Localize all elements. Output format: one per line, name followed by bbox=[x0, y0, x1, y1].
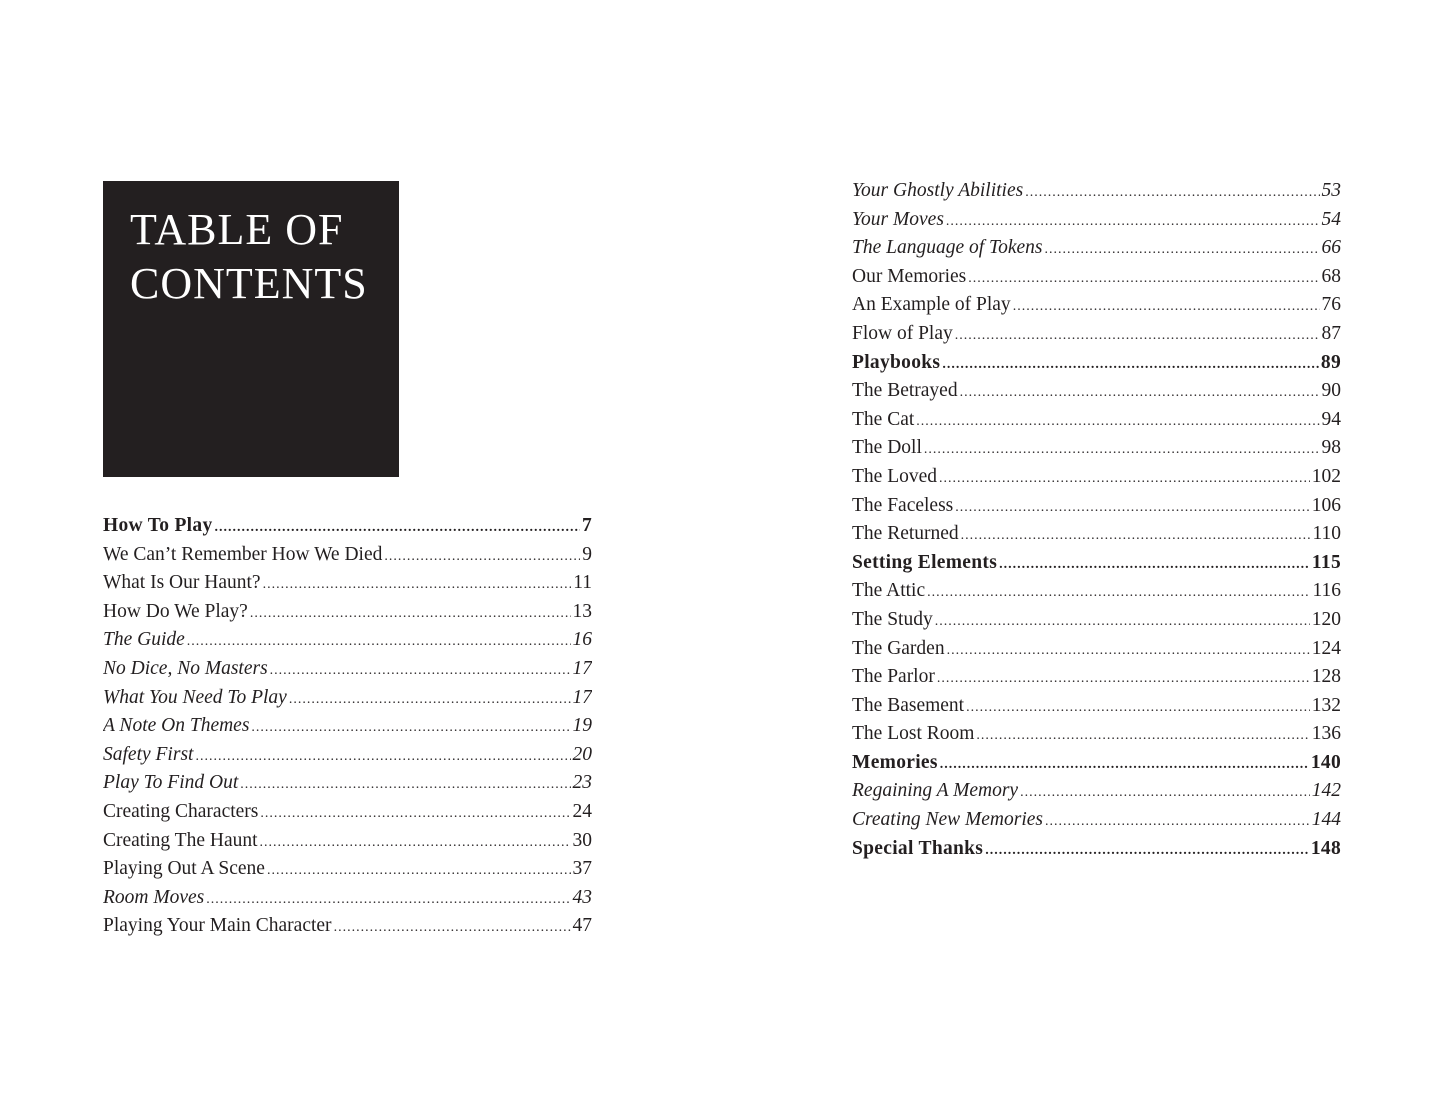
toc-entry-page-number: 53 bbox=[1321, 180, 1341, 201]
toc-entry-how-do-we-play[interactable] bbox=[103, 598, 592, 627]
toc-entry-page-number: 110 bbox=[1312, 523, 1341, 545]
toc-entry-page-number: 140 bbox=[1310, 751, 1341, 773]
toc-entry-label: The Garden bbox=[852, 637, 945, 659]
toc-entry-creating-new-memories[interactable] bbox=[852, 806, 1341, 835]
toc-entry-page-number: 20 bbox=[572, 743, 592, 765]
toc-dot-leader bbox=[924, 436, 1320, 463]
toc-entry-label: The Faceless bbox=[852, 494, 954, 516]
toc-entry-label: Our Memories bbox=[852, 265, 967, 287]
toc-entry-the-cat[interactable] bbox=[852, 406, 1341, 435]
toc-entry-label: The Language of Tokens bbox=[852, 237, 1043, 259]
toc-entry-flow-of-play[interactable] bbox=[852, 320, 1341, 349]
toc-entry-page-number: 89 bbox=[1320, 351, 1341, 373]
toc-dot-leader bbox=[955, 494, 1309, 521]
toc-dot-leader bbox=[260, 800, 570, 827]
toc-entry-label: The Returned bbox=[852, 523, 959, 545]
toc-entry-page-number: 7 bbox=[581, 515, 592, 536]
toc-entry-page-number: 30 bbox=[572, 829, 592, 851]
toc-entry-label: The Study bbox=[852, 608, 933, 630]
toc-dot-leader bbox=[999, 551, 1310, 578]
toc-entry-label: The Loved bbox=[852, 465, 938, 487]
toc-entry-label: Creating New Memories bbox=[852, 809, 1044, 831]
page-title-line-1: TABLE OF bbox=[130, 205, 344, 254]
toc-dot-leader bbox=[334, 914, 571, 941]
toc-dot-leader bbox=[384, 543, 580, 570]
toc-entry-label: Creating The Haunt bbox=[103, 829, 258, 851]
toc-entry-the-betrayed[interactable] bbox=[852, 377, 1341, 406]
toc-entry-no-dice-no-masters[interactable] bbox=[103, 655, 592, 684]
toc-entry-page-number: 148 bbox=[1310, 837, 1341, 859]
toc-dot-leader bbox=[968, 265, 1319, 292]
toc-dot-leader bbox=[1013, 293, 1320, 320]
toc-entry-page-number: 13 bbox=[572, 600, 592, 622]
toc-entry-page-number: 68 bbox=[1321, 265, 1341, 287]
toc-entry-page-number: 54 bbox=[1321, 208, 1341, 230]
toc-entry-label: Safety First bbox=[103, 743, 194, 765]
toc-entry-label: What You Need To Play bbox=[103, 686, 287, 708]
toc-entry-label: What Is Our Haunt? bbox=[103, 572, 261, 594]
toc-entry-label: The Guide bbox=[103, 629, 185, 651]
toc-entry-page-number: 11 bbox=[573, 572, 592, 594]
toc-entry-what-you-need-to-play[interactable] bbox=[103, 684, 592, 713]
toc-entry-label: Your Moves bbox=[852, 208, 944, 230]
toc-entry-page-number: 142 bbox=[1311, 780, 1341, 802]
toc-dot-leader bbox=[187, 628, 571, 655]
toc-right-column bbox=[852, 177, 1341, 863]
toc-dot-leader bbox=[267, 857, 571, 884]
page-title bbox=[130, 203, 368, 311]
toc-entry-label: How To Play bbox=[103, 515, 213, 536]
toc-entry-page-number: 9 bbox=[582, 543, 592, 565]
toc-entry-safety-first[interactable] bbox=[103, 741, 592, 770]
toc-entry-page-number: 102 bbox=[1311, 465, 1341, 487]
toc-dot-leader bbox=[195, 743, 570, 770]
toc-entry-label: Setting Elements bbox=[852, 551, 998, 573]
toc-entry-page-number: 124 bbox=[1311, 637, 1341, 659]
toc-entry-page-number: 43 bbox=[572, 886, 592, 908]
toc-entry-label: Flow of Play bbox=[852, 322, 953, 344]
toc-entry-the-faceless[interactable] bbox=[852, 492, 1341, 521]
toc-entry-label: Play To Find Out bbox=[103, 772, 239, 794]
toc-entry-page-number: 66 bbox=[1321, 237, 1341, 259]
toc-entry-page-number: 132 bbox=[1311, 694, 1341, 716]
toc-entry-the-basement[interactable] bbox=[852, 692, 1341, 721]
toc-entry-page-number: 94 bbox=[1321, 408, 1341, 430]
toc-dot-leader bbox=[961, 522, 1311, 549]
toc-entry-the-garden[interactable] bbox=[852, 635, 1341, 664]
toc-dot-leader bbox=[1045, 236, 1320, 263]
toc-entry-label: Playing Out A Scene bbox=[103, 858, 265, 880]
toc-entry-page-number: 115 bbox=[1311, 551, 1341, 573]
toc-entry-page-number: 144 bbox=[1311, 809, 1341, 831]
toc-entry-regaining-a-memory[interactable] bbox=[852, 777, 1341, 806]
toc-entry-a-note-on-themes[interactable] bbox=[103, 712, 592, 741]
toc-entry-page-number: 136 bbox=[1311, 723, 1341, 745]
toc-entry-label: The Betrayed bbox=[852, 380, 958, 402]
toc-entry-page-number: 19 bbox=[572, 715, 592, 737]
toc-dot-leader bbox=[976, 722, 1309, 749]
toc-entry-playing-your-main-character[interactable] bbox=[103, 912, 592, 941]
toc-entry-playing-out-a-scene[interactable] bbox=[103, 855, 592, 884]
toc-dot-leader bbox=[1020, 779, 1310, 806]
toc-dot-leader bbox=[240, 771, 570, 798]
toc-entry-label: A Note On Themes bbox=[103, 715, 250, 737]
toc-entry-label: Playing Your Main Character bbox=[103, 915, 332, 937]
toc-dot-leader bbox=[263, 571, 572, 598]
toc-entry-page-number: 90 bbox=[1321, 380, 1341, 402]
toc-entry-label: The Doll bbox=[852, 437, 922, 459]
toc-entry-the-doll[interactable] bbox=[852, 434, 1341, 463]
toc-entry-what-is-our-haunt[interactable] bbox=[103, 569, 592, 598]
toc-entry-room-moves[interactable] bbox=[103, 884, 592, 913]
toc-entry-the-attic[interactable] bbox=[852, 577, 1341, 606]
toc-entry-label: Room Moves bbox=[103, 886, 205, 908]
toc-left-column bbox=[103, 512, 592, 941]
toc-entry-page-number: 98 bbox=[1321, 437, 1341, 459]
toc-entry-label: The Parlor bbox=[852, 666, 935, 688]
toc-dot-leader bbox=[270, 657, 571, 684]
toc-entry-page-number: 87 bbox=[1321, 322, 1341, 344]
toc-entry-label: Memories bbox=[852, 751, 938, 773]
toc-entry-play-to-find-out[interactable] bbox=[103, 769, 592, 798]
toc-entry-playbooks[interactable] bbox=[852, 349, 1341, 378]
toc-dot-leader bbox=[935, 608, 1310, 635]
toc-entry-label: Special Thanks bbox=[852, 837, 984, 859]
toc-entry-our-memories[interactable] bbox=[852, 263, 1341, 292]
toc-dot-leader bbox=[215, 514, 580, 541]
toc-entry-page-number: 16 bbox=[572, 629, 592, 651]
toc-dot-leader bbox=[927, 579, 1310, 606]
toc-entry-creating-the-haunt[interactable] bbox=[103, 827, 592, 856]
toc-entry-how-to-play[interactable] bbox=[103, 512, 592, 541]
toc-entry-the-loved[interactable] bbox=[852, 463, 1341, 492]
toc-entry-label: The Basement bbox=[852, 694, 965, 716]
toc-dot-leader bbox=[942, 351, 1319, 378]
title-block bbox=[103, 181, 399, 477]
toc-entry-page-number: 47 bbox=[572, 915, 592, 937]
toc-entry-label: The Cat bbox=[852, 408, 915, 430]
toc-entry-page-number: 37 bbox=[572, 858, 592, 880]
toc-entry-the-returned[interactable] bbox=[852, 520, 1341, 549]
toc-dot-leader bbox=[940, 751, 1309, 778]
toc-entry-page-number: 76 bbox=[1321, 294, 1341, 316]
toc-entry-setting-elements[interactable] bbox=[852, 549, 1341, 578]
toc-dot-leader bbox=[947, 637, 1310, 664]
toc-entry-the-parlor[interactable] bbox=[852, 663, 1341, 692]
toc-entry-label: Playbooks bbox=[852, 351, 941, 373]
toc-entry-page-number: 24 bbox=[572, 800, 592, 822]
toc-entry-page-number: 23 bbox=[572, 772, 592, 794]
toc-dot-leader bbox=[1025, 179, 1319, 206]
toc-entry-an-example-of-play[interactable] bbox=[852, 291, 1341, 320]
toc-dot-leader bbox=[251, 714, 570, 741]
toc-dot-leader bbox=[916, 408, 1319, 435]
page-title-line-2: CONTENTS bbox=[130, 259, 368, 308]
toc-entry-label: No Dice, No Masters bbox=[103, 657, 268, 679]
toc-entry-label: An Example of Play bbox=[852, 294, 1011, 316]
toc-entry-the-language-of-tokens[interactable] bbox=[852, 234, 1341, 263]
toc-entry-we-can-t-remember-how-we-died[interactable] bbox=[103, 541, 592, 570]
toc-entry-the-study[interactable] bbox=[852, 606, 1341, 635]
toc-entry-label: Regaining A Memory bbox=[852, 780, 1019, 802]
toc-entry-the-lost-room[interactable] bbox=[852, 720, 1341, 749]
toc-dot-leader bbox=[955, 322, 1320, 349]
toc-entry-label: The Attic bbox=[852, 580, 926, 602]
toc-entry-label: How Do We Play? bbox=[103, 600, 248, 622]
toc-entry-page-number: 128 bbox=[1311, 666, 1341, 688]
toc-entry-special-thanks[interactable] bbox=[852, 835, 1341, 864]
toc-entry-label: Creating Characters bbox=[103, 800, 259, 822]
toc-entry-label: We Can’t Remember How We Died bbox=[103, 543, 383, 565]
toc-dot-leader bbox=[1045, 808, 1310, 835]
toc-entry-page-number: 17 bbox=[572, 657, 592, 679]
toc-entry-label: The Lost Room bbox=[852, 723, 975, 745]
toc-dot-leader bbox=[960, 379, 1320, 406]
toc-entry-page-number: 120 bbox=[1311, 608, 1341, 630]
toc-dot-leader bbox=[946, 208, 1320, 235]
toc-entry-page-number: 17 bbox=[572, 686, 592, 708]
toc-dot-leader bbox=[985, 837, 1309, 864]
toc-dot-leader bbox=[966, 694, 1310, 721]
toc-entry-your-ghostly-abilities[interactable] bbox=[852, 177, 1341, 206]
toc-entry-label: Your Ghostly Abilities bbox=[852, 180, 1024, 201]
toc-entry-creating-characters[interactable] bbox=[103, 798, 592, 827]
toc-entry-your-moves[interactable] bbox=[852, 206, 1341, 235]
toc-dot-leader bbox=[939, 465, 1310, 492]
toc-entry-page-number: 106 bbox=[1311, 494, 1341, 516]
toc-dot-leader bbox=[937, 665, 1310, 692]
toc-dot-leader bbox=[260, 829, 571, 856]
toc-dot-leader bbox=[250, 600, 571, 627]
toc-entry-memories[interactable] bbox=[852, 749, 1341, 778]
toc-dot-leader bbox=[289, 686, 571, 713]
toc-entry-page-number: 116 bbox=[1312, 580, 1341, 602]
toc-entry-the-guide[interactable] bbox=[103, 626, 592, 655]
toc-dot-leader bbox=[206, 886, 570, 913]
